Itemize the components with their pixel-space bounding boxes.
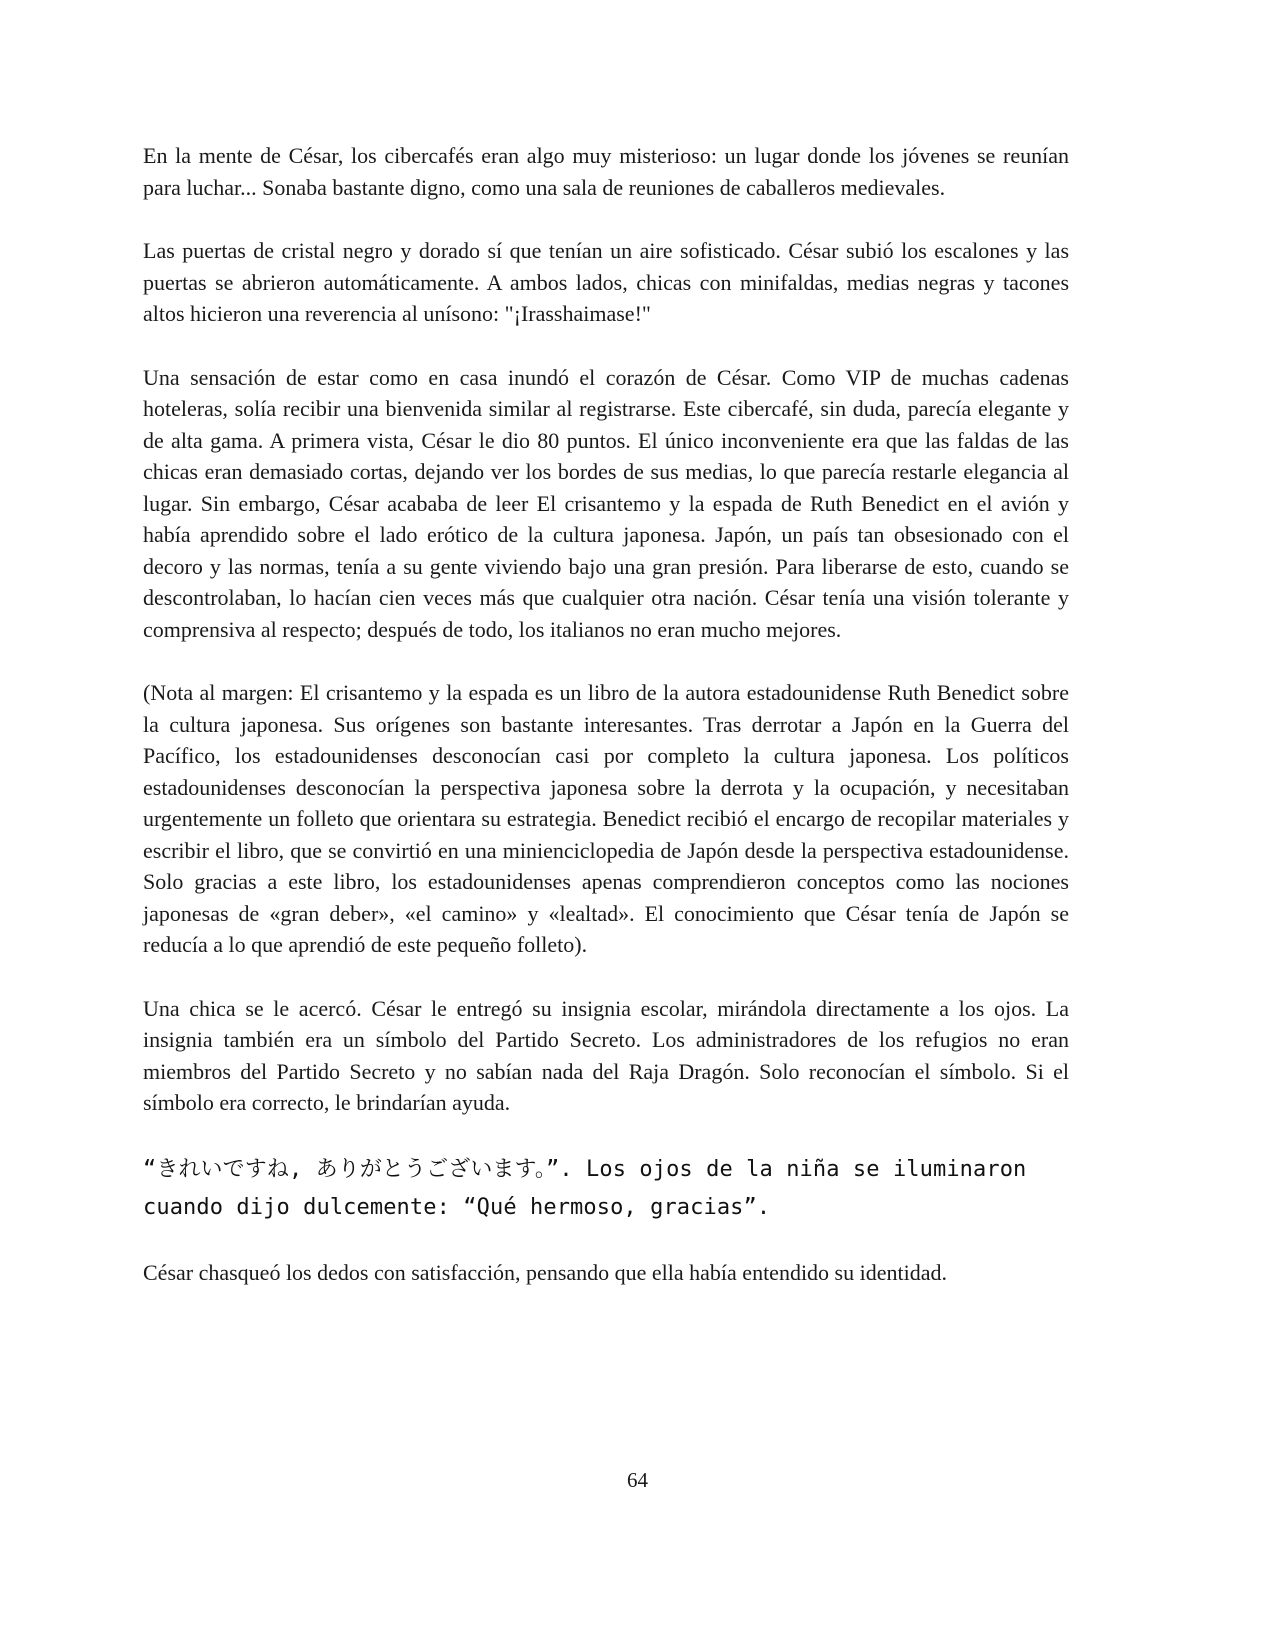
paragraph-margin-note: (Nota al margen: El crisantemo y la espada es un libro de la autora estadounidense Ruth Benedict sobre la cultura japonesa. Sus orígenes son bastante interesantes. Tras derrotar a Japón en la Guerra del Pacífico, los estadounidenses desconocían casi por completo la cultura japonesa. Los políticos estadounidenses desconocían la perspectiva japonesa sobre la derrota y la ocupación, y necesitaban urgentemente un folleto que orientara su estrategia. Benedict recibió el encargo de recopilar materiales y escribir el libro, que se convirtió en una minienciclopedia de Japón desde la perspectiva estadounidense. Solo gracias a este libro, los estadounidenses apenas comprendieron conceptos como las nociones japonesas de «gran deber», «el camino» y «lealtad». El conocimiento que César tenía de Japón se reducía a lo que aprendió de este pequeño folleto). (143, 680, 1069, 957)
paragraph-school-badge: Una chica se le acercó. César le entregó su insignia escolar, mirándola directamente a los ojos. La insignia también era un símbolo del Partido Secreto. Los administradores de los refugios no eran miembros del Partido Secreto y no sabían nada del Raja Dragón. Solo reconocían el símbolo. Si el símbolo era correcto, le brindarían ayuda. (143, 995, 1069, 1115)
paragraph-japanese-dialogue: “きれいですね, ありがとうございます。”. Los ojos de la niña se iluminaron cuando dijo dulcemente: “Qué hermoso, gracias”. (143, 1156, 1027, 1220)
paragraph-feeling-at-home: Una sensación de estar como en casa inundó el corazón de César. Como VIP de muchas cadenas hoteleras, solía recibir una bienvenida similar al registrarse. Este cibercafé, sin duda, parecía elegante y de alta gama. A primera vista, César le dio 80 puntos. El único inconveniente era que las faldas de las chicas eran demasiado cortas, dejando ver los bordes de sus medias, lo que parecía restarle elegancia al lugar. Sin embargo, César acababa de leer El crisantemo y la espada de Ruth Benedict en el avión y había aprendido sobre el lado erótico de la cultura japonesa. Japón, un país tan obsesionado con el decoro y las normas, tenía a su gente viviendo bajo una gran presión. Para liberarse de esto, cuando se descontrolaban, lo hacían cien veces más que cualquier otra nación. César tenía una visión tolerante y comprensiva al respecto; después de todo, los italianos no eran mucho mejores. (143, 364, 1069, 642)
paragraph-finger-snap: César chasqueó los dedos con satisfacción, pensando que ella había entendido su identidad. (143, 1259, 947, 1285)
paragraph-cibercafe-intro: En la mente de César, los cibercafés eran algo muy misterioso: un lugar donde los jóvenes se reunían para luchar... Sonaba bastante digno, como una sala de reuniones de caballeros medievales. (143, 143, 1069, 200)
paragraph-glass-doors: Las puertas de cristal negro y dorado sí que tenían un aire sofisticado. César subió los escalones y las puertas se abrieron automáticamente. A ambos lados, chicas con minifaldas, medias negras y tacones altos hicieron una reverencia al unísono: "¡Irasshaimase!" (143, 238, 1069, 326)
document-page (143, 140, 1069, 1320)
page-number: 64 (627, 1468, 648, 1492)
